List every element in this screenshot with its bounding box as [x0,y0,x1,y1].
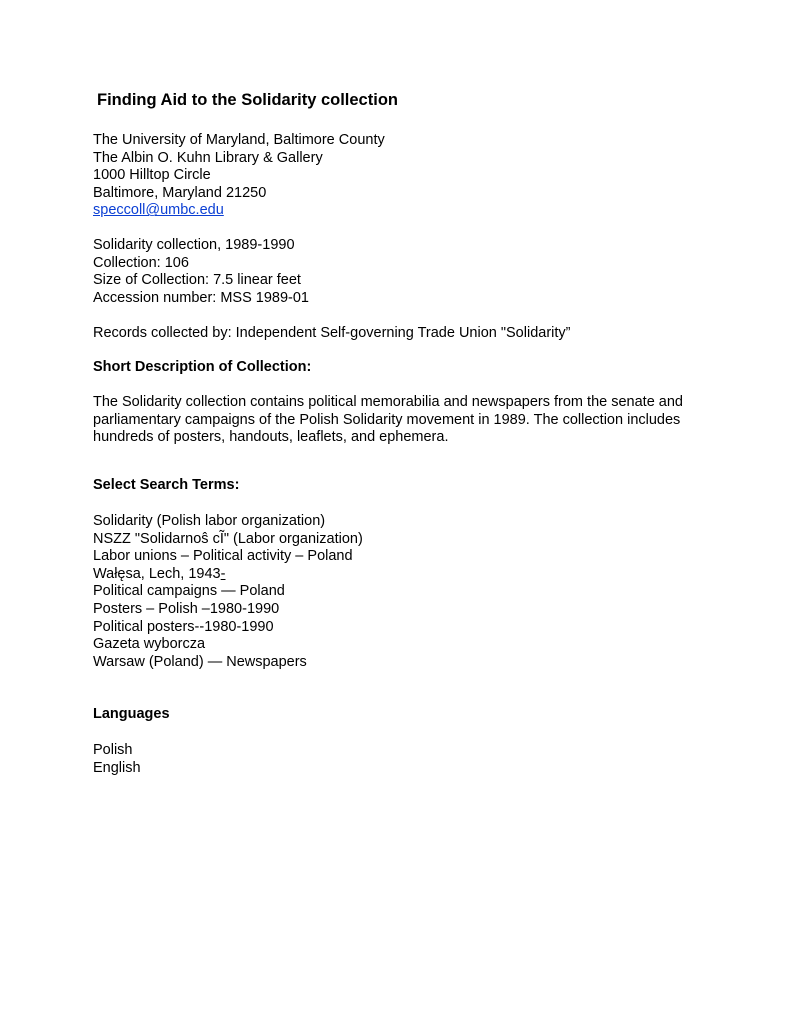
search-term-item: Warsaw (Poland) — Newspapers [93,653,307,670]
city-address: Baltimore, Maryland 21250 [93,184,267,201]
search-terms-heading: Select Search Terms: [93,477,240,493]
languages-heading-block [93,706,713,724]
search-term-item: Political campaigns — Poland [93,583,285,600]
language-item: English [93,759,141,776]
collection-name: Solidarity collection, 1989-1990 [93,237,295,253]
collection-info-block [93,237,713,307]
short-description-block [93,394,703,447]
records-block [93,325,713,343]
search-term-item: NSZZ "Solidarnoŝ cĨ" (Labor organization) [93,530,363,547]
search-term-item: Solidarity (Polish labor organization) [93,513,326,529]
library-name: The Albin O. Kuhn Library & Gallery [93,149,323,166]
search-term-item: Gazeta wyborcza [93,636,206,653]
search-terms-list [93,513,713,671]
address-block [93,132,713,220]
page-title: Finding Aid to the Solidarity collection [97,91,398,109]
email-link[interactable]: speccoll@umbc.edu [93,202,224,219]
short-description-heading-block [93,359,713,377]
accession-number: Accession number: MSS 1989-01 [93,289,309,306]
language-item: Polish [93,742,133,758]
languages-list [93,742,713,777]
short-description-heading: Short Description of Collection: [93,359,312,375]
search-term-walesa-dash: - [220,565,226,582]
search-term-item: Labor unions – Political activity – Poland [93,548,353,565]
short-description-text: The Solidarity collection contains political memorabilia and newspapers from the senate and parliamentary campaigns of the Polish Solidarity movement in 1989. The collection includes hundreds of posters, handouts, leaflets, and ephemera. [93,394,683,446]
search-term-item: Political posters--1980-1990 [93,618,274,635]
street-address: 1000 Hilltop Circle [93,167,211,184]
institution-name: The University of Maryland, Baltimore County [93,132,385,148]
collection-size: Size of Collection: 7.5 linear feet [93,272,301,289]
search-term-item: Posters – Polish –1980-1990 [93,600,280,617]
search-term-walesa-text: Wałęsa, Lech, 1943 [93,565,221,582]
collection-number: Collection: 106 [93,254,189,271]
search-terms-heading-block [93,477,713,495]
search-term-item-walesa [93,566,713,584]
languages-heading: Languages [93,706,170,722]
records-collected-by: Records collected by: Independent Self-governing Trade Union "Solidarity” [93,325,571,341]
